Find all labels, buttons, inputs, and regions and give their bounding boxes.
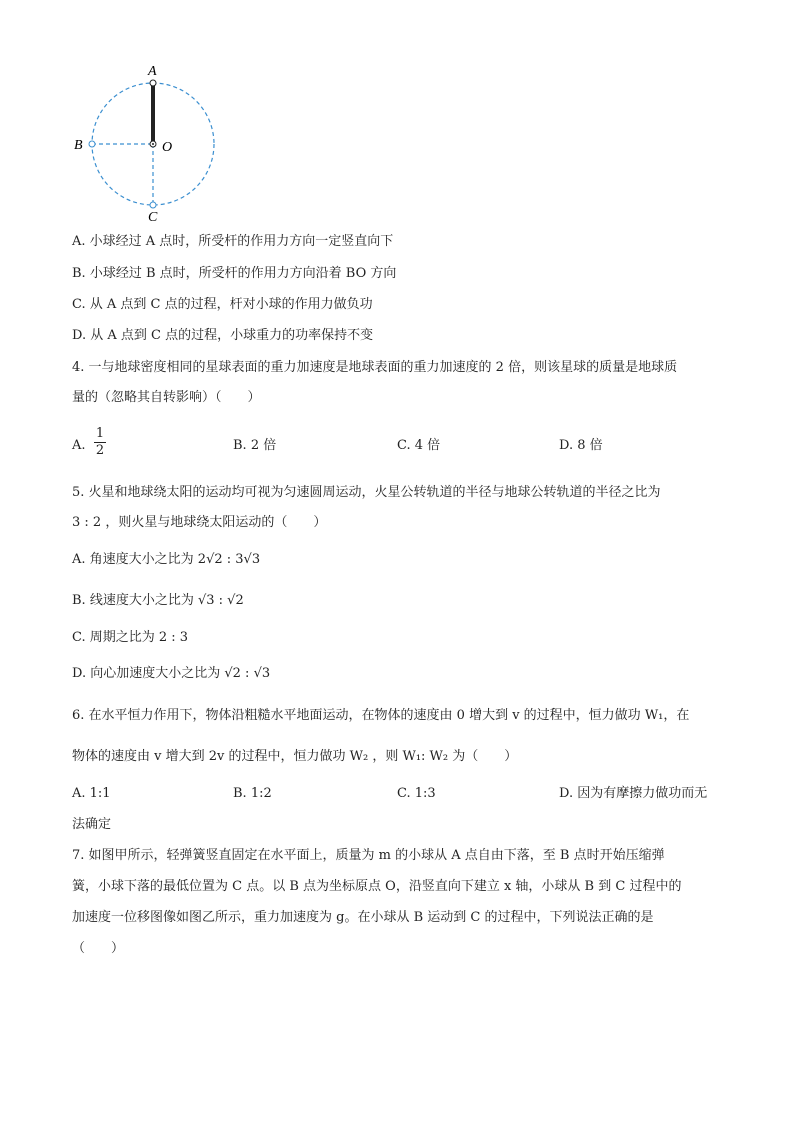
q3-option-d: D. 从 A 点到 C 点的过程，小球重力的功率保持不变 [72, 328, 374, 343]
q5-option-a-math: 2√2 : 3√3 [197, 552, 261, 567]
q4-option-d: D. 8 倍 [559, 438, 603, 453]
ball-B [89, 141, 95, 147]
fraction-denominator: 2 [95, 443, 105, 458]
circle-rod-figure [0, 0, 794, 240]
q5-option-d [72, 665, 270, 683]
q5-stem-line2: 3 : 2 ，则火星与地球绕太阳运动的（ ） [72, 515, 327, 530]
rod [151, 85, 155, 144]
q4-option-c: C. 4 倍 [397, 438, 441, 453]
q3-option-c: C. 从 A 点到 C 点的过程，杆对小球的作用力做负功 [72, 297, 373, 312]
q6-option-a: A. 1:1 [72, 786, 111, 801]
q5-stem-line1: 5. 火星和地球绕太阳的运动均可视为匀速圆周运动，火星公转轨道的半径与地球公转轨道的半径之比为 [72, 485, 661, 500]
fraction-numerator: 1 [95, 426, 105, 441]
q3-option-b: B. 小球经过 B 点时，所受杆的作用力方向沿着 BO 方向 [72, 266, 397, 281]
ball-A [150, 80, 156, 86]
ball-C [150, 202, 156, 208]
q5-option-b [72, 592, 244, 610]
q5-option-a-text: A. 角速度大小之比为 [72, 552, 194, 567]
label-A: A [148, 64, 157, 79]
q6-option-b: B. 1:2 [233, 786, 272, 801]
q7-stem-line2: 簧，小球下落的最低位置为 C 点。以 B 点为坐标原点 O，沿竖直向下建立 x 轴，小球从 B 到 C 过程中的 [72, 879, 682, 894]
label-C: C [148, 210, 158, 225]
q7-stem-line1: 7. 如图甲所示，轻弹簧竖直固定在水平面上，质量为 m 的小球从 A 点自由下落，至 B 点时开始压缩弹 [72, 848, 665, 863]
q6-option-c: C. 1:3 [397, 786, 436, 801]
q6-option-d: D. 因为有摩擦力做功而无 [559, 786, 708, 801]
q6-option-d-continued: 法确定 [72, 817, 112, 832]
q4-option-b: B. 2 倍 [233, 438, 277, 453]
q5-option-c: C. 周期之比为 2 : 3 [72, 630, 189, 645]
q5-option-d-text: D. 向心加速度大小之比为 [72, 666, 221, 681]
label-B: B [74, 138, 83, 153]
q4-option-a-fraction [94, 426, 106, 459]
pivot-O-center [152, 143, 154, 145]
label-O: O [162, 140, 173, 155]
q5-option-b-text: B. 线速度大小之比为 [72, 593, 194, 608]
q4-stem-line1: 4. 一与地球密度相同的星球表面的重力加速度是地球表面的重力加速度的 2 倍，则该星球的质量是地球质 [72, 360, 678, 375]
q5-option-b-math: √3 : √2 [197, 593, 244, 608]
q7-stem-line3: 加速度一位移图像如图乙所示，重力加速度为 g。在小球从 B 运动到 C 的过程中，下列说法正确的是 [72, 910, 654, 925]
q5-option-d-math: √2 : √3 [224, 666, 271, 681]
q6-stem-line2: 物体的速度由 v 增大到 2v 的过程中，恒力做功 W₂ ，则 W₁: W₂ 为（ ） [72, 749, 518, 764]
q7-stem-line4: （ ） [72, 941, 125, 956]
q5-option-a [72, 551, 260, 569]
q4-option-a-label: A. [72, 438, 86, 453]
q3-option-a: A. 小球经过 A 点时，所受杆的作用力方向一定竖直向下 [72, 234, 394, 249]
q6-stem-line1: 6. 在水平恒力作用下，物体沿粗糙水平地面运动，在物体的速度由 0 增大到 v 的过程中，恒力做功 W₁，在 [72, 708, 690, 723]
q4-stem-line2: 量的（忽略其自转影响）（ ） [72, 390, 261, 405]
